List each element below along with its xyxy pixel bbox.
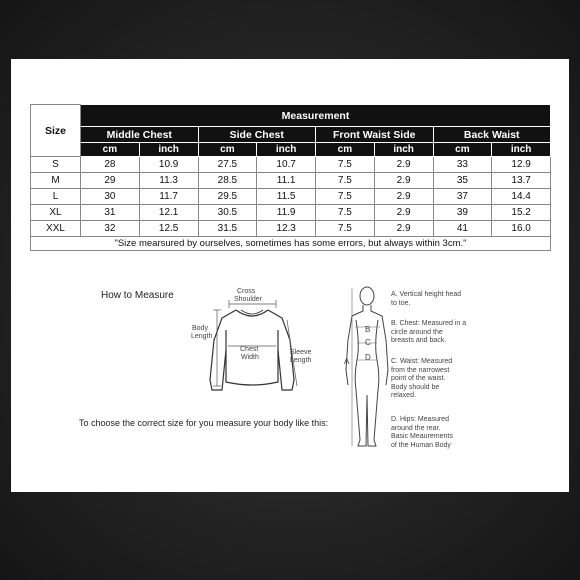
marker-c: C <box>365 338 371 347</box>
note-b: B. Chest: Measured in a circle around the breasts and back. <box>391 320 467 344</box>
marker-b: B <box>365 325 371 334</box>
value-cell: 11.7 <box>139 189 198 205</box>
value-cell: 41 <box>433 221 492 237</box>
value-cell: 7.5 <box>316 157 375 173</box>
unit-header: cm <box>433 143 492 157</box>
how-to-measure-title: How to Measure <box>101 290 174 301</box>
note-c: C. Waist: Measured from the narrowest point of the waist. Body should be relaxed. <box>391 358 453 399</box>
group-header: Front Waist Side <box>316 127 434 143</box>
value-cell: 39 <box>433 205 492 221</box>
marker-a: A <box>344 357 350 366</box>
value-cell: 12.9 <box>492 157 551 173</box>
size-cell: L <box>31 189 81 205</box>
value-cell: 28.5 <box>198 173 257 189</box>
note-a: A. Vertical height head to toe. <box>391 291 462 307</box>
value-cell: 2.9 <box>374 173 433 189</box>
chest-width-label: Width <box>241 354 259 361</box>
size-cell: XL <box>31 205 81 221</box>
size-cell: M <box>31 173 81 189</box>
group-header: Side Chest <box>198 127 316 143</box>
value-cell: 28 <box>81 157 140 173</box>
unit-header: cm <box>81 143 140 157</box>
note-d: D. Hips: Measured around the rear. Basic Meaurements of the Human Body <box>391 416 453 449</box>
marker-d: D <box>365 353 371 362</box>
size-cell: XXL <box>31 221 81 237</box>
value-cell: 30.5 <box>198 205 257 221</box>
value-cell: 30 <box>81 189 140 205</box>
sleeve-label: Sleeve <box>290 349 312 356</box>
value-cell: 12.5 <box>139 221 198 237</box>
value-cell: 11.5 <box>257 189 316 205</box>
choose-size-text: To choose the correct size for you measure your body like this: <box>79 418 329 428</box>
value-cell: 29 <box>81 173 140 189</box>
unit-header: inch <box>139 143 198 157</box>
group-header: Middle Chest <box>81 127 199 143</box>
value-cell: 11.3 <box>139 173 198 189</box>
value-cell: 7.5 <box>316 173 375 189</box>
body-label: Body <box>192 325 208 332</box>
value-cell: 31 <box>81 205 140 221</box>
unit-header: inch <box>492 143 551 157</box>
size-cell: S <box>31 157 81 173</box>
sleeve-length-label: Length <box>290 357 312 364</box>
value-cell: 12.1 <box>139 205 198 221</box>
value-cell: 14.4 <box>492 189 551 205</box>
body-length-label: Length <box>191 333 213 340</box>
value-cell: 31.5 <box>198 221 257 237</box>
value-cell: 7.5 <box>316 221 375 237</box>
value-cell: 29.5 <box>198 189 257 205</box>
value-cell: 37 <box>433 189 492 205</box>
unit-header: inch <box>374 143 433 157</box>
value-cell: 27.5 <box>198 157 257 173</box>
value-cell: 10.9 <box>139 157 198 173</box>
shoulder-label: Shoulder <box>234 296 263 303</box>
value-cell: 2.9 <box>374 205 433 221</box>
value-cell: 7.5 <box>316 189 375 205</box>
value-cell: 10.7 <box>257 157 316 173</box>
value-cell: 13.7 <box>492 173 551 189</box>
unit-header: cm <box>198 143 257 157</box>
group-header: Back Waist <box>433 127 551 143</box>
unit-header: inch <box>257 143 316 157</box>
measurement-header: Measurement <box>81 105 551 127</box>
value-cell: 12.3 <box>257 221 316 237</box>
value-cell: 35 <box>433 173 492 189</box>
value-cell: 7.5 <box>316 205 375 221</box>
value-cell: 2.9 <box>374 157 433 173</box>
chest-label: Chest <box>240 346 259 353</box>
cross-label: Cross <box>237 288 256 295</box>
value-cell: 2.9 <box>374 221 433 237</box>
size-header: Size <box>31 105 81 157</box>
value-cell: 11.9 <box>257 205 316 221</box>
unit-header: cm <box>316 143 375 157</box>
value-cell: 32 <box>81 221 140 237</box>
value-cell: 15.2 <box>492 205 551 221</box>
value-cell: 2.9 <box>374 189 433 205</box>
value-cell: 33 <box>433 157 492 173</box>
table-note: "Size mearsured by ourselves, sometimes has some errors, but always within 3cm." <box>31 237 551 251</box>
value-cell: 11.1 <box>257 173 316 189</box>
value-cell: 16.0 <box>492 221 551 237</box>
